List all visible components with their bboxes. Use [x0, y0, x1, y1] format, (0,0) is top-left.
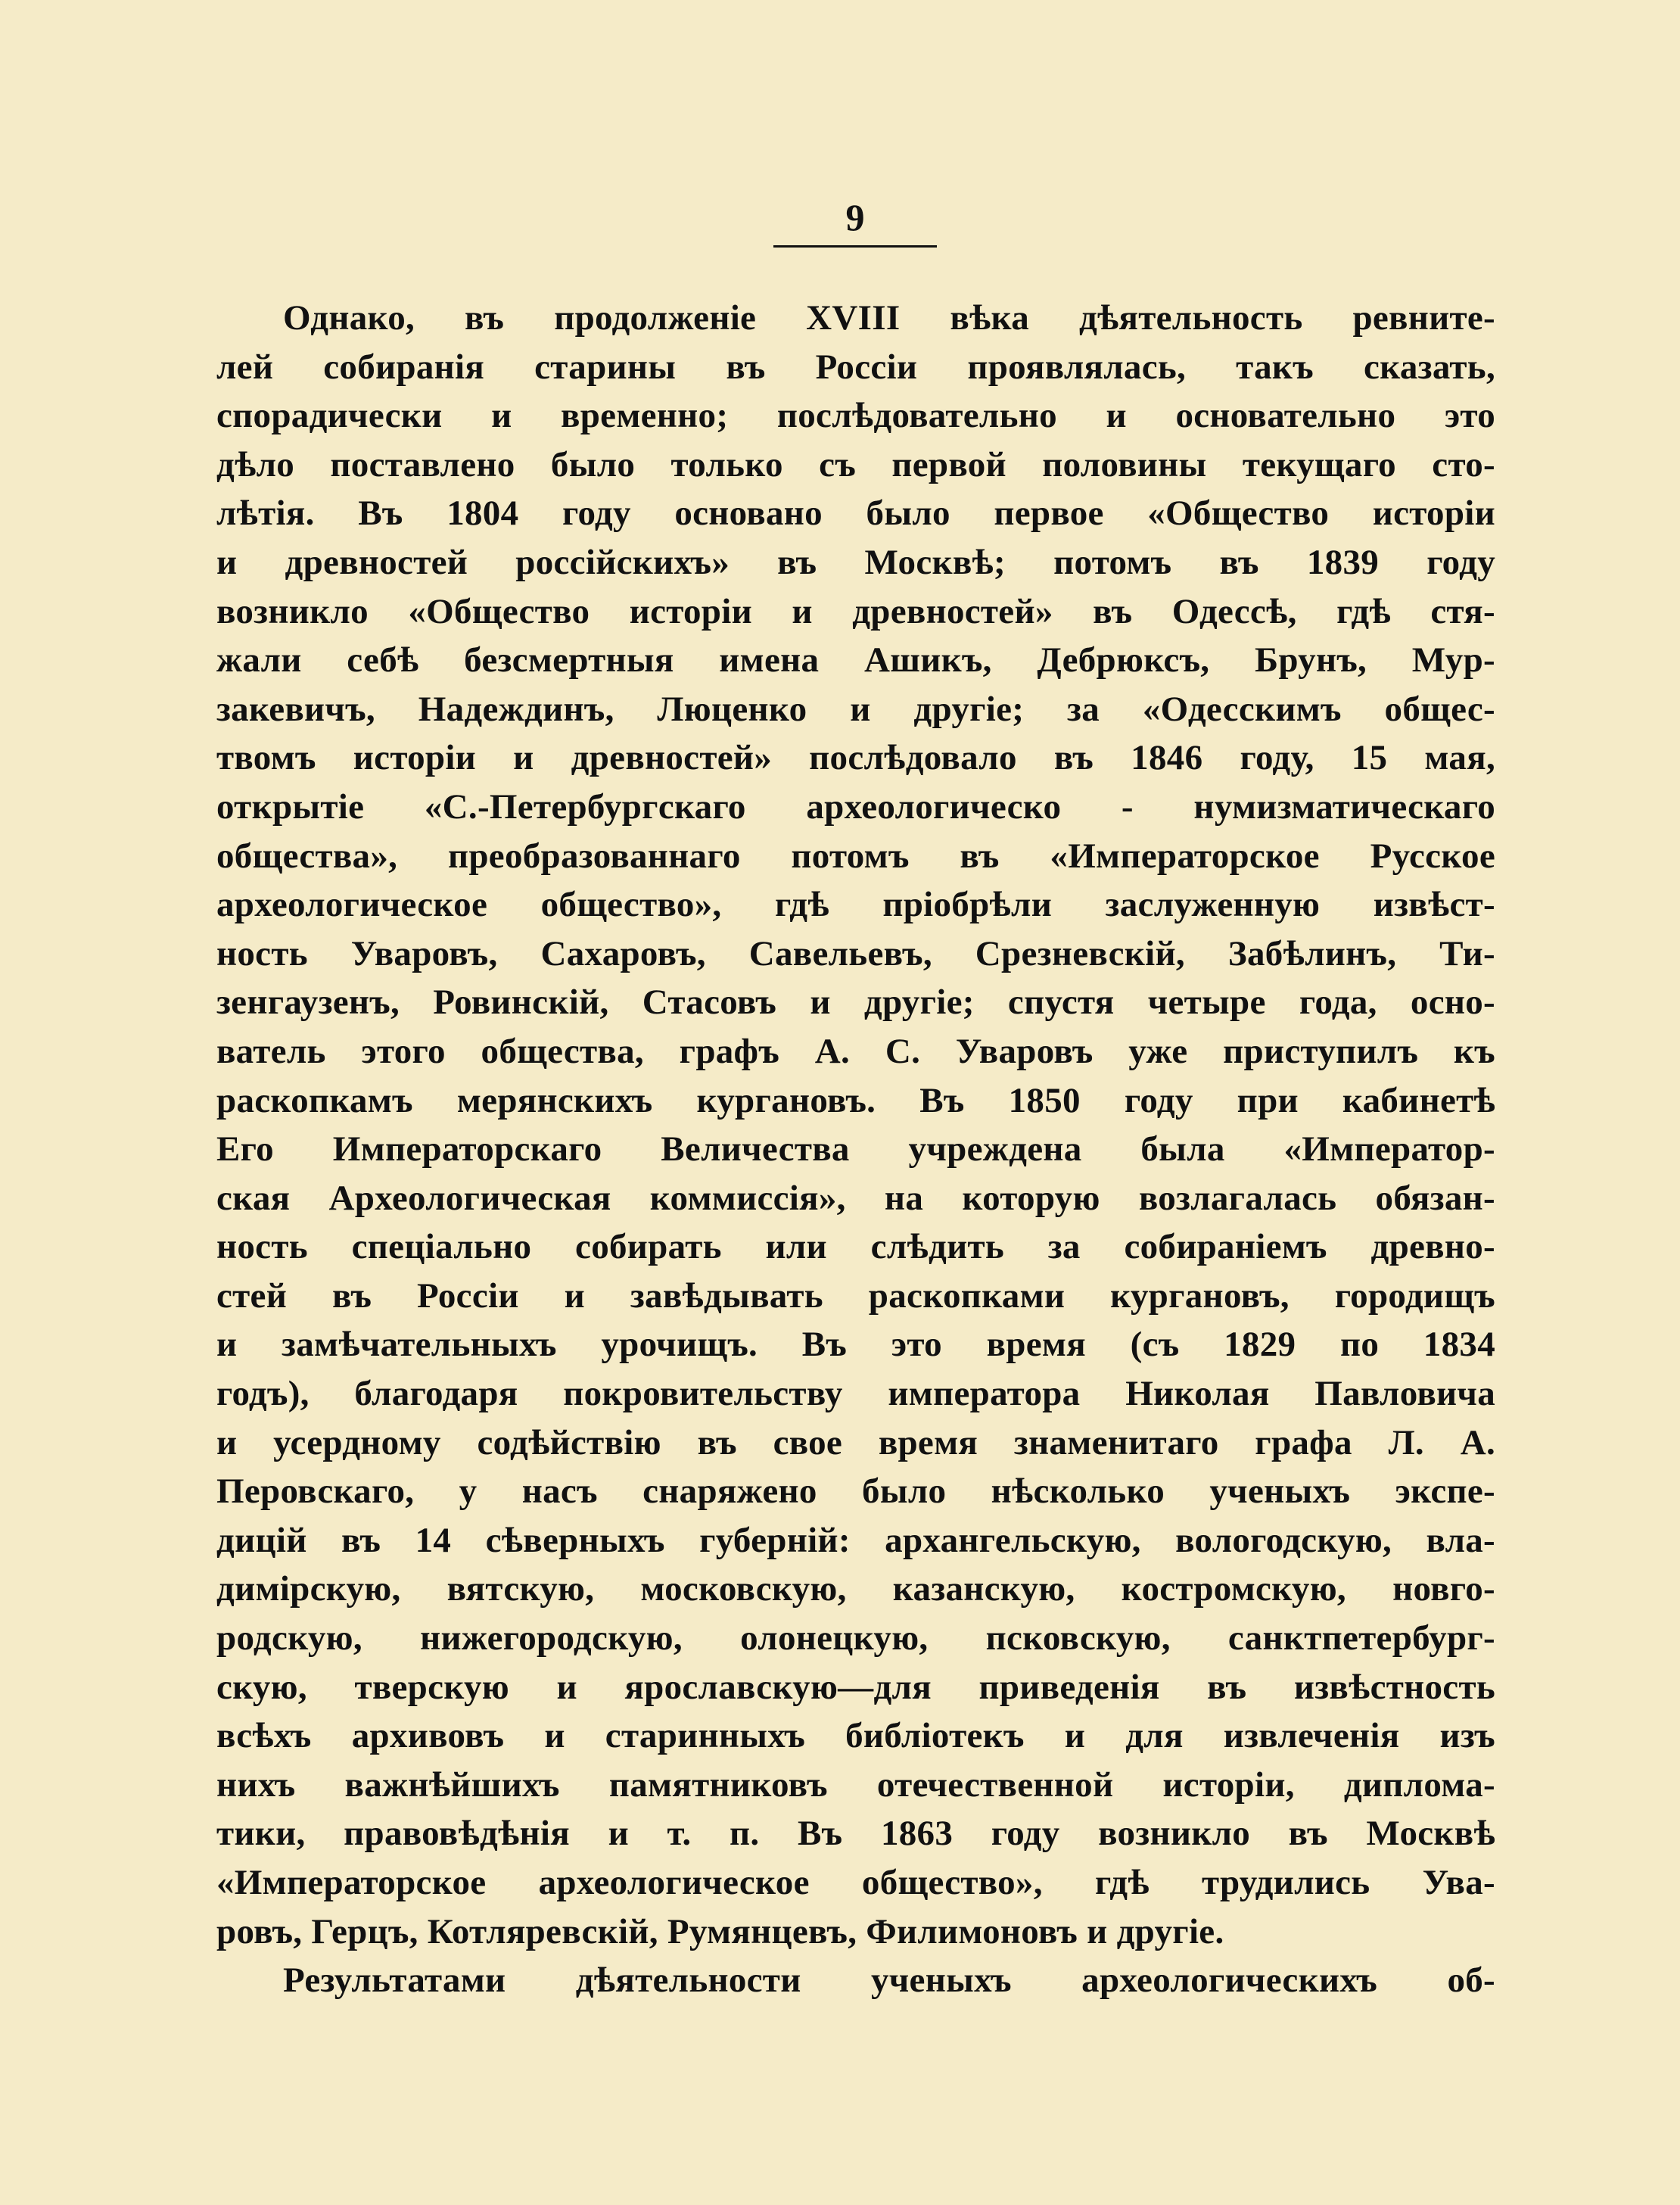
page-number: 9 — [845, 196, 865, 238]
text-line: и замѣчательныхъ урочищъ. Въ это время (съ 1829 по 1834 — [216, 1325, 1495, 1365]
text-line: возникло «Общество исторіи и древностей» въ Одессѣ, гдѣ стя- — [216, 591, 1495, 631]
text-line: ность спеціально собирать или слѣдить за собираніемъ древно- — [216, 1227, 1495, 1267]
text-line: ность Уваровъ, Сахаровъ, Савельевъ, Срезневскій, Забѣлинъ, Ти- — [216, 933, 1495, 973]
text-line: Однако, въ продолженіе XVIII вѣка дѣятельность ревните- — [283, 298, 1495, 338]
text-line: лѣтія. Въ 1804 году основано было первое «Общество исторіи — [216, 494, 1495, 534]
text-line: «Императорское археологическое общество», гдѣ трудились Ува- — [216, 1863, 1495, 1902]
text-line: тики, правовѣдѣнія и т. п. Въ 1863 году возникло въ Москвѣ — [216, 1814, 1495, 1854]
text-line: закевичъ, Надеждинъ, Люценко и другіе; за «Одесскимъ общес- — [216, 689, 1495, 729]
text-line: спорадически и временно; послѣдовательно и основательно это — [216, 396, 1495, 436]
text-line: родскую, нижегородскую, олонецкую, псковскую, санктпетербург- — [216, 1618, 1495, 1658]
page-number-rule — [773, 245, 937, 248]
text-line: Перовскаго, у насъ снаряжено было нѣсколько ученыхъ экспе- — [216, 1472, 1495, 1512]
text-line: общества», преобразованнаго потомъ въ «Императорское Русское — [216, 836, 1495, 876]
body-text — [216, 294, 1495, 2005]
text-line: лей собиранія старины въ Россіи проявлялась, такъ сказать, — [216, 347, 1495, 387]
text-line: открытіе «С.-Петербургскаго археологическо - нумизматическаго — [216, 786, 1495, 827]
text-line: раскопкамъ мерянскихъ кургановъ. Въ 1850 году при кабинетѣ — [216, 1080, 1495, 1120]
text-line: дѣло поставлено было только съ первой половины текущаго сто- — [216, 444, 1495, 484]
text-line: и древностей россійскихъ» въ Москвѣ; потомъ въ 1839 году — [216, 542, 1495, 582]
text-line: дицій въ 14 сѣверныхъ губерній: архангельскую, вологодскую, вла- — [216, 1520, 1495, 1560]
text-line: ватель этого общества, графъ А. С. Уваровъ уже приступилъ къ — [216, 1031, 1495, 1071]
text-line: Результатами дѣятельности ученыхъ археологическихъ об- — [283, 1961, 1495, 2001]
text-line: всѣхъ архивовъ и старинныхъ библіотекъ и для извлеченія изъ — [216, 1716, 1495, 1756]
text-line: зенгаузенъ, Ровинскій, Стасовъ и другіе; спустя четыре года, осно- — [216, 983, 1495, 1023]
text-line: жали себѣ безсмертныя имена Ашикъ, Дебрюксъ, Брунъ, Мур- — [216, 640, 1495, 680]
text-line: и усердному содѣйствію въ свое время знаменитаго графа Л. А. — [216, 1422, 1495, 1462]
text-line: стей въ Россіи и завѣдывать раскопками кургановъ, городищъ — [216, 1275, 1495, 1316]
text-line: годъ), благодаря покровительству императора Николая Павловича — [216, 1374, 1495, 1414]
text-line: димірскую, вятскую, московскую, казанскую, костромскую, новго- — [216, 1569, 1495, 1609]
text-line: ровъ, Герцъ, Котляревскій, Румянцевъ, Филимоновъ и другіе. — [216, 1911, 1224, 1951]
text-line: археологическое общество», гдѣ пріобрѣли заслуженную извѣст- — [216, 885, 1495, 925]
text-line: нихъ важнѣйшихъ памятниковъ отечественной исторіи, диплома- — [216, 1764, 1495, 1805]
text-line: Его Императорскаго Величества учреждена была «Император- — [216, 1129, 1495, 1169]
text-line: твомъ исторіи и древностей» послѣдовало въ 1846 году, 15 мая, — [216, 738, 1495, 778]
text-line: скую, тверскую и ярославскую—для приведенія въ извѣстность — [216, 1667, 1495, 1707]
text-line: ская Археологическая коммиссія», на которую возлагалась обязан- — [216, 1178, 1495, 1218]
